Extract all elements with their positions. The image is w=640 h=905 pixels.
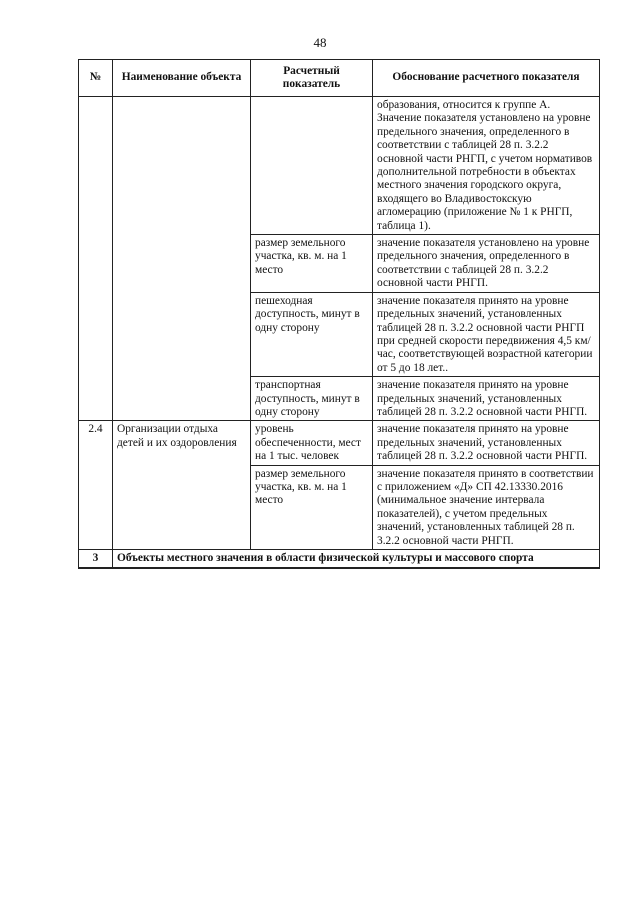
cell-justification: значение показателя принято на уровне предельных значений, установленных таблицей 28 п. 3.2.2 основной части РНГП при средней скорости передвижения 4,5 км/час, соответствующей возрастной категории от 5 до 18 лет..: [373, 292, 600, 376]
section-title: Объекты местного значения в области физической культуры и массового спорта: [113, 550, 600, 569]
section-num: 3: [79, 550, 113, 569]
header-num: №: [79, 60, 113, 97]
section-row: [79, 550, 600, 569]
cell-indicator: размер земельного участка, кв. м. на 1 место: [251, 235, 373, 293]
table-row: [79, 97, 600, 235]
cell-indicator: уровень обеспеченности, мест на 1 тыс. человек: [251, 421, 373, 465]
cell-indicator-continued: [251, 97, 373, 235]
cell-indicator: пешеходная доступность, минут в одну сторону: [251, 292, 373, 376]
cell-indicator: размер земельного участка, кв. м. на 1 место: [251, 465, 373, 549]
cell-indicator: транспортная доступность, минут в одну сторону: [251, 377, 373, 421]
cell-justification: значение показателя принято в соответствии с приложением «Д» СП 42.13330.2016 (минимальное значение интервала показателей), с учетом предельных значений, установленных таблицей 28 п. 3.2.2 основной части РНГП.: [373, 465, 600, 549]
cell-justification: образования, относится к группе А. Значение показателя установлено на уровне предельного значения, определенного в соответствии с таблицей 28 п. 3.2.2 основной части РНГП, с учетом нормативов дополнительной потребности в объектах местного значения городского округа, входящего во Владивостокскую агломерацию (приложение № 1 к РНГП, таблица 1).: [373, 97, 600, 235]
cell-justification: значение показателя установлено на уровне предельного значения, определенного в соответствии с таблицей 28 п. 3.2.2 основной части РНГП.: [373, 235, 600, 293]
cell-object-name: Организации отдыха детей и их оздоровления: [113, 421, 251, 550]
header-justification: Обоснование расчетного показателя: [373, 60, 600, 97]
header-indicator: Расчетный показатель: [251, 60, 373, 97]
indicators-table: [78, 59, 600, 569]
table-row: [79, 421, 600, 465]
cell-justification: значение показателя принято на уровне предельных значений, установленных таблицей 28 п. 3.2.2 основной части РНГП.: [373, 377, 600, 421]
cell-num-continued: [79, 97, 113, 421]
cell-num: 2.4: [79, 421, 113, 550]
page-number: 48: [313, 35, 327, 50]
header-object-name: Наименование объекта: [113, 60, 251, 97]
table-header-row: [79, 60, 600, 97]
cell-name-continued: [113, 97, 251, 421]
cell-justification: значение показателя принято на уровне предельных значений, установленных таблицей 28 п. 3.2.2 основной части РНГП.: [373, 421, 600, 465]
